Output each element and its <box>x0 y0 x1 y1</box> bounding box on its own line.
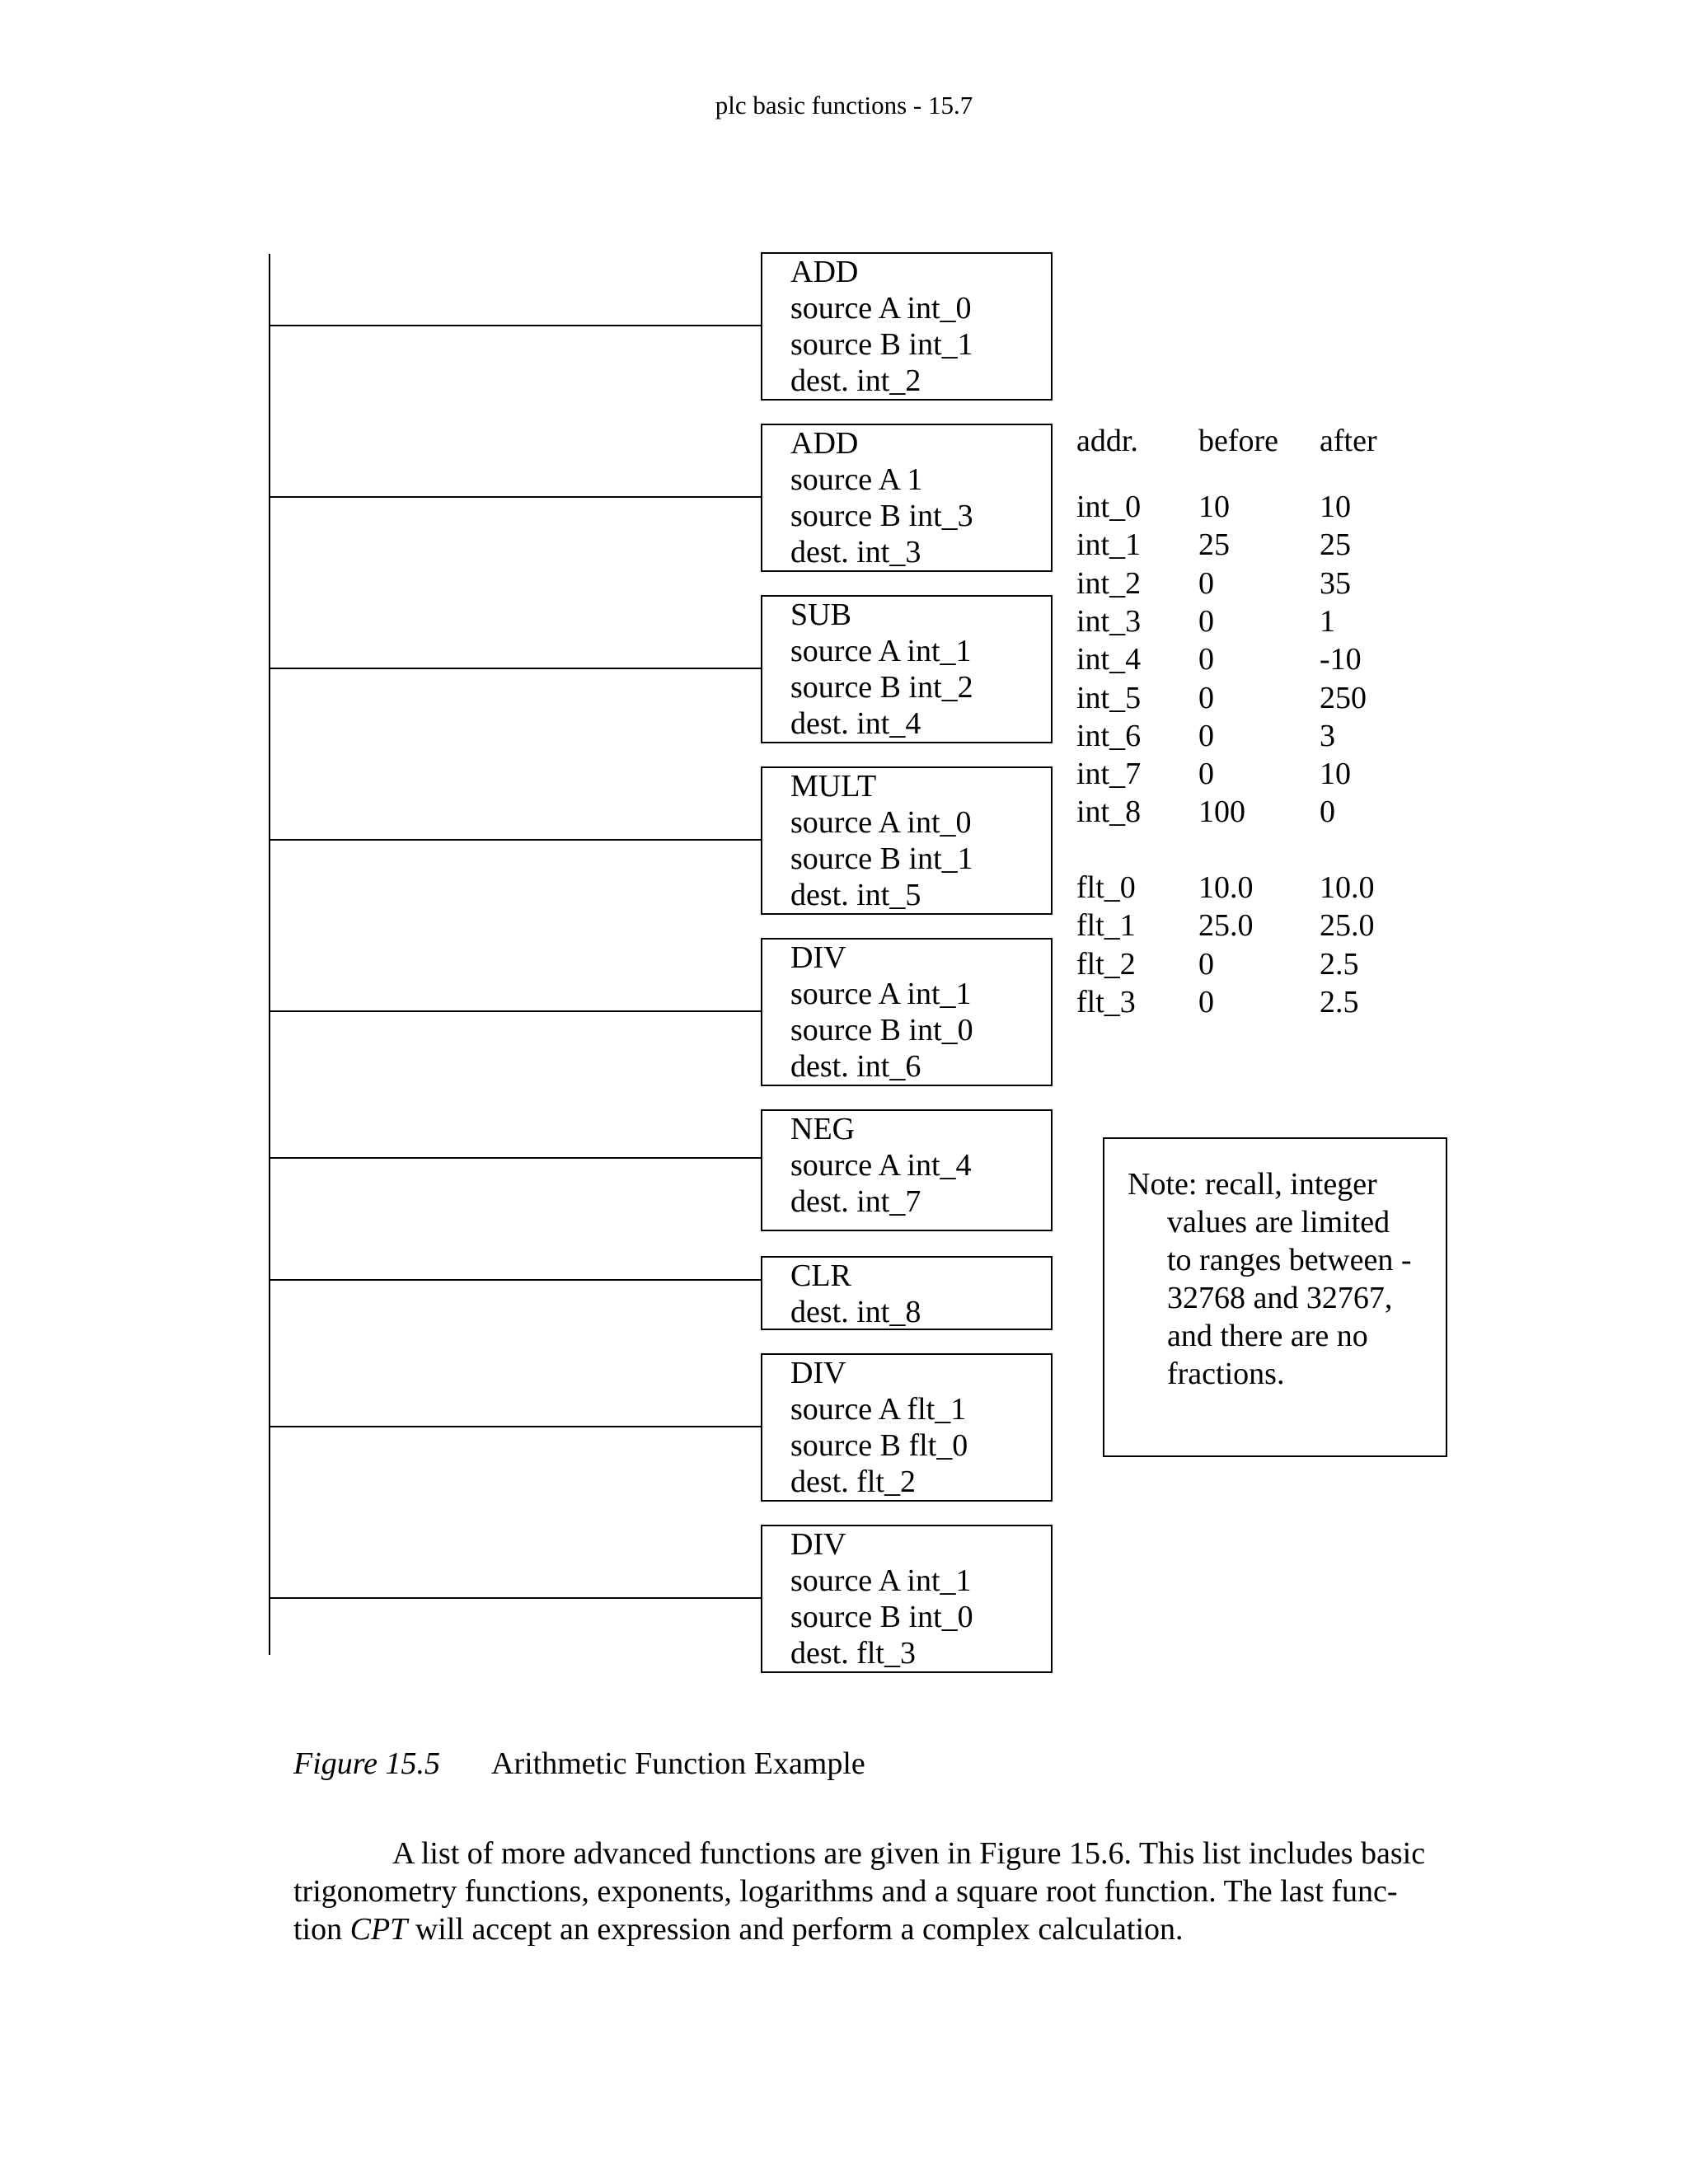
value-cell: 0 <box>1198 565 1214 601</box>
instruction-block <box>761 252 1053 401</box>
instruction-operand: source B int_1 <box>790 327 973 362</box>
address-cell: int_6 <box>1076 718 1142 753</box>
instruction-operand: source A flt_1 <box>790 1392 967 1427</box>
instruction-name: DIV <box>790 940 846 975</box>
instruction-operand: source A int_4 <box>790 1148 972 1183</box>
rung <box>269 839 761 841</box>
address-cell: flt_2 <box>1076 946 1136 982</box>
instruction-name: MULT <box>790 769 877 804</box>
value-cell: 10.0 <box>1320 870 1375 905</box>
note-line: values are limited <box>1167 1205 1390 1240</box>
note-line: to ranges between - <box>1167 1243 1412 1277</box>
rung <box>269 1426 761 1427</box>
instruction-operand: dest. int_5 <box>790 878 921 912</box>
note-box <box>1103 1137 1447 1457</box>
paragraph-text: will accept an expression and perform a complex calculation. <box>407 1912 1184 1947</box>
instruction-block <box>761 1525 1053 1673</box>
instruction-block <box>761 1256 1053 1330</box>
value-cell: 25 <box>1198 527 1230 563</box>
instruction-name: SUB <box>790 598 851 632</box>
value-cell: 10 <box>1320 757 1351 792</box>
value-cell: 0 <box>1198 680 1214 715</box>
address-cell: int_2 <box>1076 565 1142 601</box>
instruction-block <box>761 1353 1053 1502</box>
value-cell: 1 <box>1320 603 1335 639</box>
value-cell: 35 <box>1320 565 1351 601</box>
rung <box>269 325 761 326</box>
instruction-operand: dest. int_3 <box>790 535 921 569</box>
address-cell: flt_3 <box>1076 984 1136 1019</box>
table-header: addr. <box>1076 424 1138 458</box>
instruction-operand: dest. int_2 <box>790 363 921 398</box>
instruction-operand: dest. flt_3 <box>790 1636 916 1671</box>
value-cell: 250 <box>1320 680 1367 715</box>
address-cell: int_1 <box>1076 527 1142 563</box>
paragraph-emphasis: CPT <box>349 1912 408 1947</box>
instruction-operand: source A int_1 <box>790 634 972 668</box>
note-line: Note: recall, integer <box>1128 1167 1377 1202</box>
address-cell: int_8 <box>1076 794 1142 830</box>
instruction-name: ADD <box>790 426 859 461</box>
instruction-name: DIV <box>790 1527 846 1562</box>
instruction-operand: source A int_1 <box>790 1563 972 1598</box>
instruction-operand: source B flt_0 <box>790 1428 968 1463</box>
value-cell: 25.0 <box>1198 908 1254 944</box>
value-cell: 0 <box>1198 984 1214 1019</box>
rung <box>269 496 761 498</box>
instruction-block <box>761 424 1053 572</box>
instruction-block <box>761 766 1053 915</box>
instruction-name: NEG <box>790 1112 856 1146</box>
rung <box>269 1157 761 1159</box>
rung <box>269 1010 761 1012</box>
value-cell: 25 <box>1320 527 1351 563</box>
paragraph-line-2: trigonometry functions, exponents, logarithms and a square root function. The last func- <box>293 1874 1398 1909</box>
instruction-operand: dest. int_8 <box>790 1295 921 1329</box>
instruction-operand: dest. int_7 <box>790 1184 921 1219</box>
rung <box>269 668 761 669</box>
instruction-operand: source B int_0 <box>790 1600 973 1634</box>
value-cell: 10 <box>1320 490 1351 524</box>
instruction-operand: dest. int_6 <box>790 1049 921 1084</box>
instruction-name: ADD <box>790 255 859 289</box>
instruction-block <box>761 595 1053 743</box>
instruction-operand: source A int_0 <box>790 291 972 326</box>
instruction-operand: source B int_1 <box>790 841 973 876</box>
address-cell: int_5 <box>1076 680 1142 715</box>
value-cell: 25.0 <box>1320 908 1375 944</box>
instruction-name: CLR <box>790 1258 851 1293</box>
rung <box>269 1279 761 1281</box>
value-cell: 0 <box>1198 718 1214 753</box>
instruction-operand: source A 1 <box>790 462 923 497</box>
instruction-operand: source B int_0 <box>790 1013 973 1047</box>
figure-number: Figure 15.5 <box>293 1746 441 1781</box>
value-cell: 3 <box>1320 718 1335 753</box>
instruction-operand: source B int_2 <box>790 670 973 705</box>
value-cell: 2.5 <box>1320 946 1359 982</box>
value-cell: 0 <box>1198 946 1214 982</box>
note-line: fractions. <box>1167 1357 1285 1391</box>
value-cell: 2.5 <box>1320 984 1359 1019</box>
value-cell: 0 <box>1198 642 1214 677</box>
address-cell: flt_1 <box>1076 908 1136 944</box>
address-cell: int_0 <box>1076 490 1142 524</box>
instruction-operand: dest. flt_2 <box>790 1465 916 1499</box>
paragraph-text: tion <box>293 1912 350 1947</box>
address-cell: int_7 <box>1076 757 1142 792</box>
page-header: plc basic functions - 15.7 <box>715 91 973 120</box>
value-cell: 10 <box>1198 490 1230 524</box>
address-cell: int_3 <box>1076 603 1142 639</box>
note-line: and there are no <box>1167 1319 1368 1353</box>
table-header: after <box>1320 424 1377 458</box>
instruction-operand: source A int_0 <box>790 805 972 840</box>
instruction-block <box>761 1109 1053 1231</box>
value-cell: 100 <box>1198 794 1245 830</box>
value-cell: 0 <box>1198 757 1214 792</box>
instruction-operand: source B int_3 <box>790 499 973 533</box>
value-cell: 10.0 <box>1198 870 1254 905</box>
instruction-operand: source A int_1 <box>790 977 972 1011</box>
rung <box>269 1597 761 1599</box>
value-cell: 0 <box>1320 794 1335 830</box>
address-cell: flt_0 <box>1076 870 1136 905</box>
note-line: 32768 and 32767, <box>1167 1281 1393 1315</box>
table-header: before <box>1198 424 1279 458</box>
paragraph-line-1: A list of more advanced functions are given in Figure 15.6. This list includes basic <box>392 1836 1426 1871</box>
value-cell: 0 <box>1198 603 1214 639</box>
address-cell: int_4 <box>1076 642 1142 677</box>
figure-title: Arithmetic Function Example <box>491 1746 865 1781</box>
value-cell: -10 <box>1320 642 1362 677</box>
left-power-rail <box>269 254 270 1655</box>
instruction-operand: dest. int_4 <box>790 706 921 741</box>
figure-caption <box>293 1746 865 1782</box>
instruction-name: DIV <box>790 1356 846 1390</box>
instruction-block <box>761 938 1053 1086</box>
paragraph-line-3 <box>293 1910 1184 1948</box>
